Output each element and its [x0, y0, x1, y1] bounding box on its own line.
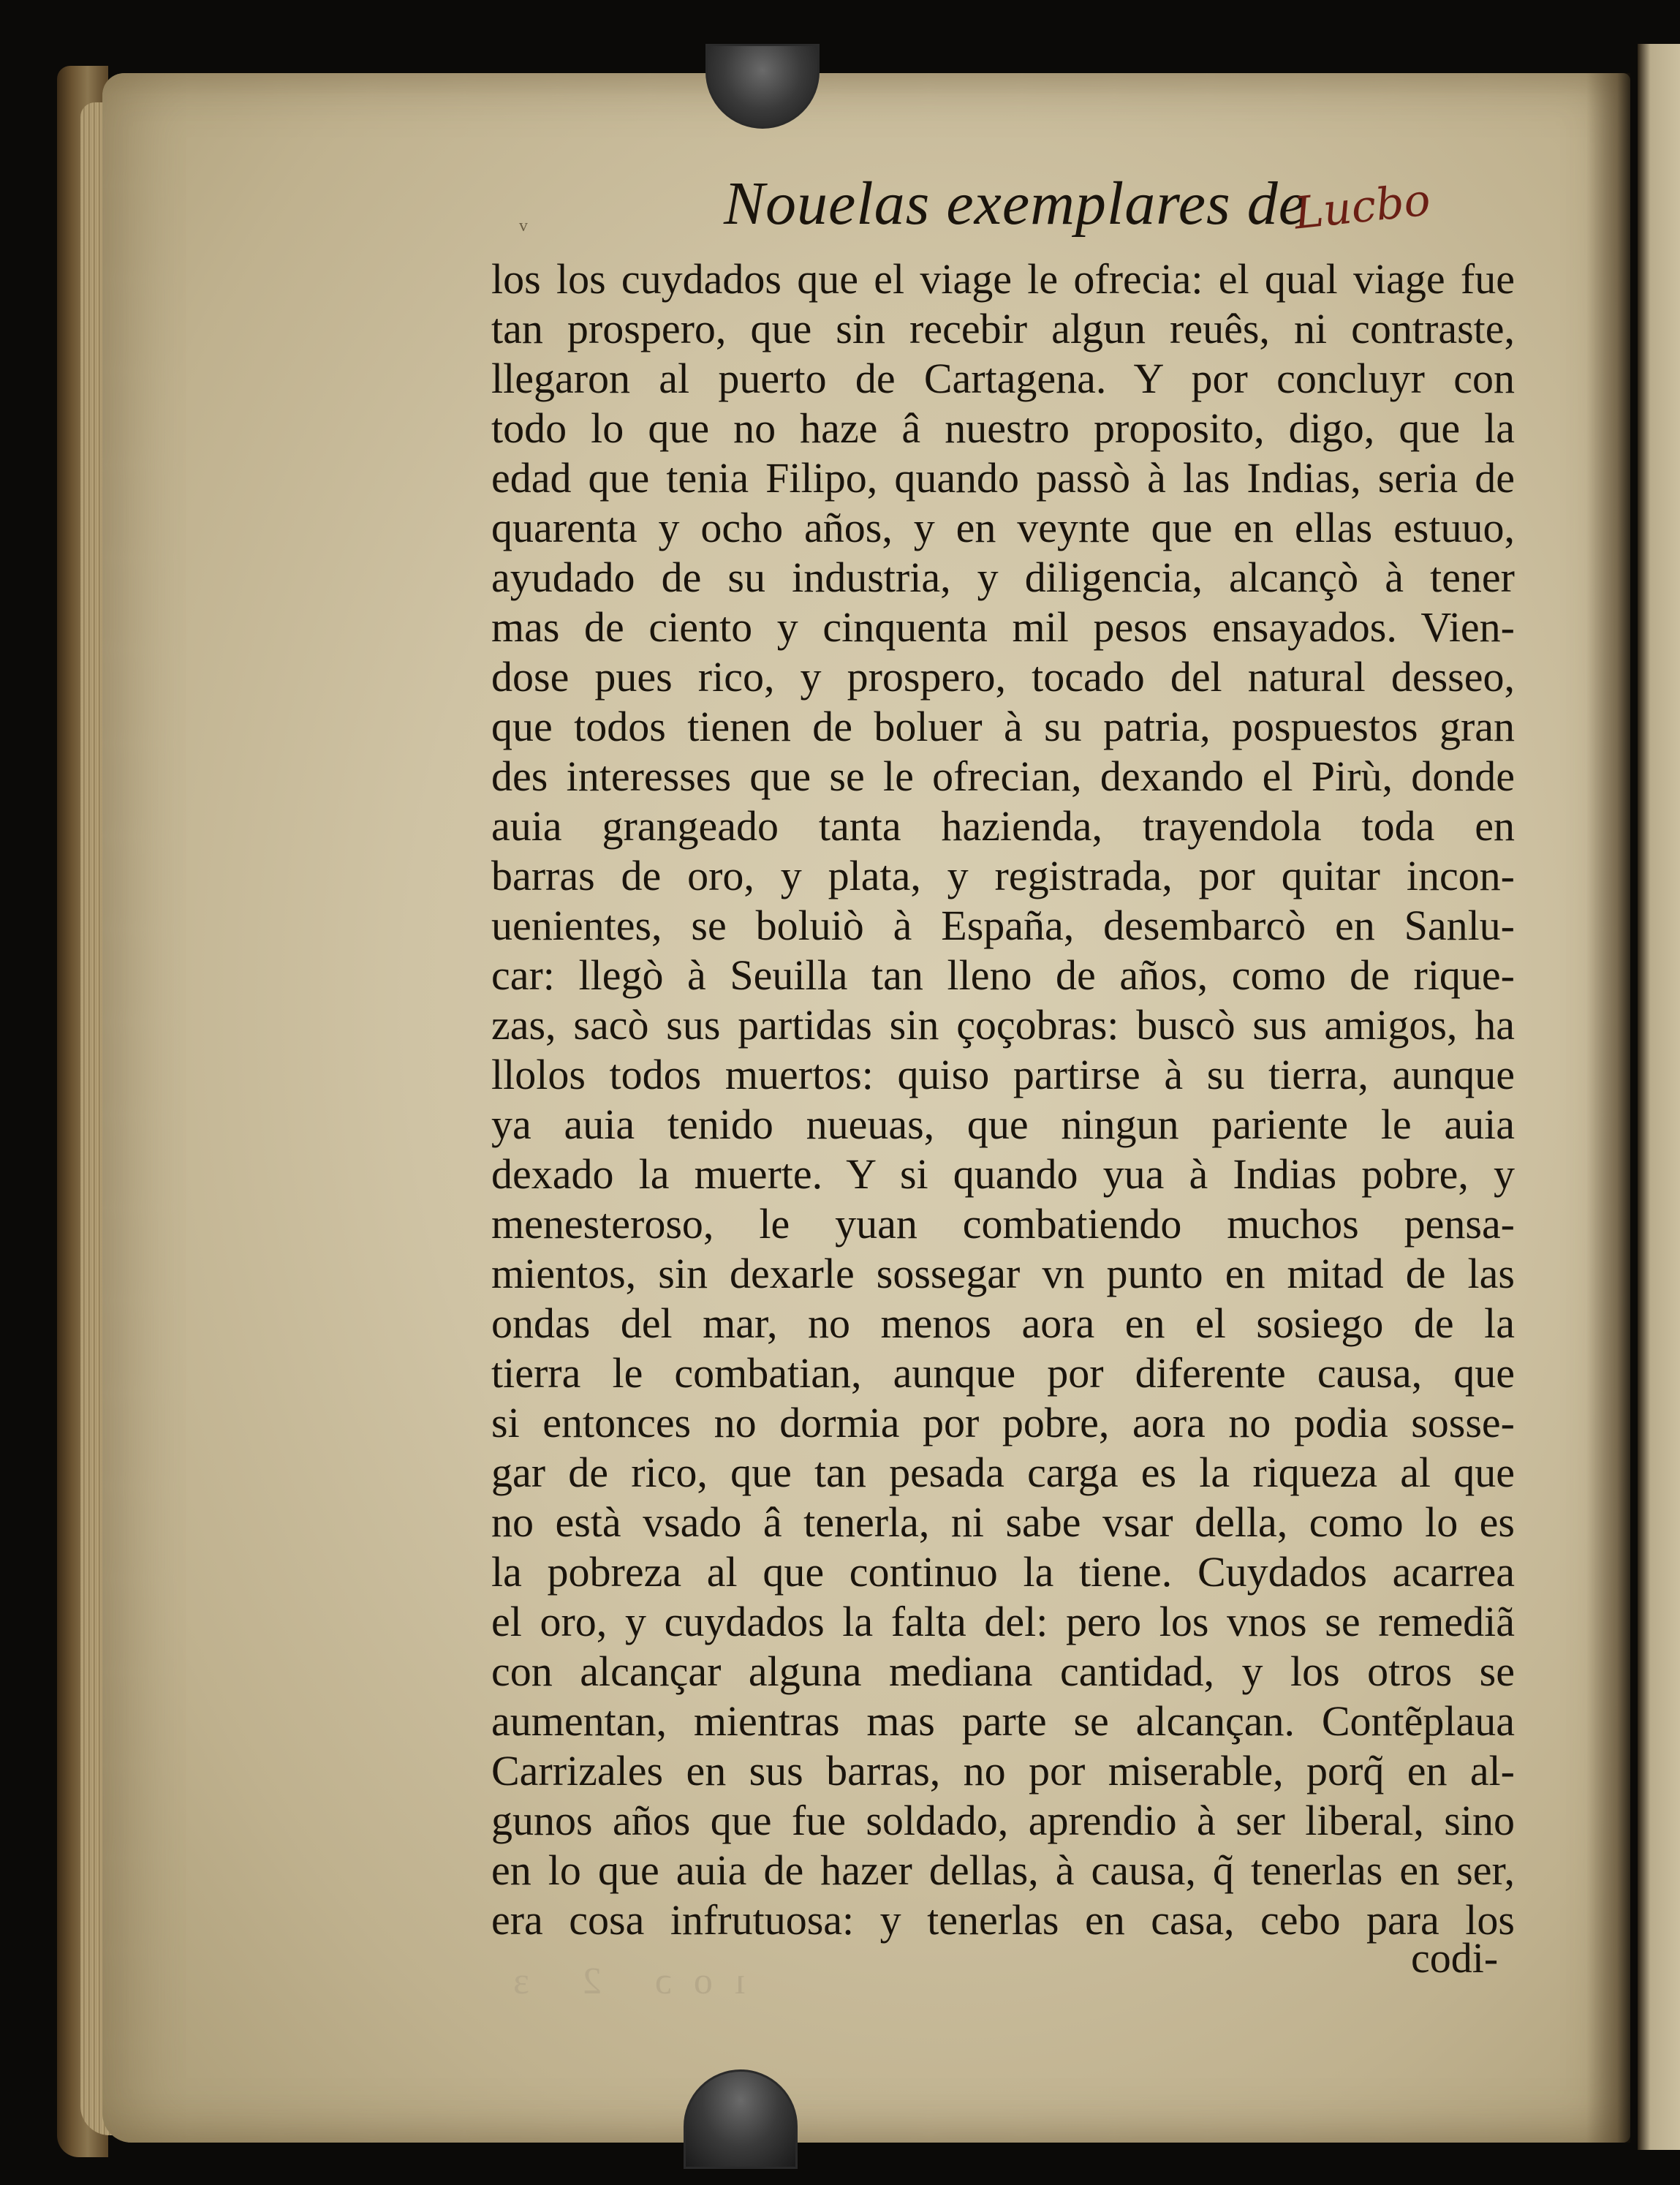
text-line: edad que tenia Filipo, quando passò à las Indias, seria de: [491, 454, 1515, 502]
text-line: si entonces no dormia por pobre, aora no podia sosse-: [491, 1399, 1515, 1446]
text-line: zas, sacò sus partidas sin çoçobras: buscò sus amigos, ha: [491, 1001, 1515, 1049]
text-line: llegaron al puerto de Cartagena. Y por concluyr con: [491, 355, 1515, 402]
text-line: los los cuydados que el viage le ofrecia: el qual viage fue: [491, 255, 1515, 303]
facing-page-edge: [1638, 44, 1680, 2150]
text-line: ya auia tenido nueuas, que ningun pariente le auia: [491, 1101, 1515, 1148]
text-line: en lo que auia de hazer dellas, à causa, q̃ tenerlas en ser,: [491, 1846, 1515, 1894]
page-gutter-shadow: [1586, 73, 1630, 2143]
show-through-bleed: ıoɔ 2 ɜ: [491, 1961, 746, 2002]
stray-print-mark: ᵛ: [519, 213, 528, 246]
text-line: no està vsado â tenerla, ni sabe vsar della, como lo es: [491, 1498, 1515, 1546]
text-line: era cosa infrutuosa: y tenerlas en casa, cebo para los: [491, 1896, 1515, 1944]
text-line: auia grangeado tanta hazienda, trayendola toda en: [491, 802, 1515, 850]
text-line: mientos, sin dexarle sossegar vn punto en mitad de las: [491, 1250, 1515, 1297]
running-title: Nouelas exemplares de: [724, 170, 1307, 238]
text-line: llolos todos muertos: quiso partirse à su tierra, aunque: [491, 1051, 1515, 1098]
text-line: car: llegò à Seuilla tan lleno de años, como de rique-: [491, 951, 1515, 999]
text-line: todo lo que no haze â nuestro proposito, digo, que la: [491, 404, 1515, 452]
text-line: con alcançar alguna mediana cantidad, y los otros se: [491, 1648, 1515, 1695]
text-line: barras de oro, y plata, y registrada, por quitar incon-: [491, 852, 1515, 899]
text-line: uenientes, se boluiò à España, desembarcò en Sanlu-: [491, 902, 1515, 949]
text-line: des interesses que se le ofrecian, dexando el Pirù, donde: [491, 752, 1515, 800]
text-line: dexado la muerte. Y si quando yua à Indias pobre, y: [491, 1150, 1515, 1198]
catchword: codi-: [1411, 1934, 1499, 1982]
text-line: la pobreza al que continuo la tiene. Cuydados acarrea: [491, 1548, 1515, 1596]
text-line: aumentan, mientras mas parte se alcançan. Contẽplaua: [491, 1697, 1515, 1745]
text-line: que todos tienen de boluer à su patria, pospuestos gran: [491, 703, 1515, 750]
text-line: tierra le combatian, aunque por diferente causa, que: [491, 1349, 1515, 1397]
text-line: mas de ciento y cinquenta mil pesos ensayados. Vien-: [491, 603, 1515, 651]
text-line: ondas del mar, no menos aora en el sosiego de la: [491, 1299, 1515, 1347]
body-text: [491, 254, 1515, 1945]
text-line: menesteroso, le yuan combatiendo muchos pensa-: [491, 1200, 1515, 1248]
text-line: ayudado de su industria, y diligencia, alcançò à tener: [491, 554, 1515, 601]
handwritten-annotation: Lucbo: [1291, 174, 1433, 240]
text-line: dose pues rico, y prospero, tocado del natural desseo,: [491, 653, 1515, 701]
text-line: quarenta y ocho años, y en veynte que en ellas estuuo,: [491, 504, 1515, 551]
text-line: el oro, y cuydados la falta del: pero los vnos se remediã: [491, 1598, 1515, 1645]
text-line: tan prospero, que sin recebir algun reuês, ni contraste,: [491, 305, 1515, 352]
text-line: gunos años que fue soldado, aprendio à ser liberal, sino: [491, 1797, 1515, 1844]
text-line: gar de rico, que tan pesada carga es la riqueza al que: [491, 1449, 1515, 1496]
text-line: Carrizales en sus barras, no por miserable, porq̃ en al-: [491, 1747, 1515, 1795]
